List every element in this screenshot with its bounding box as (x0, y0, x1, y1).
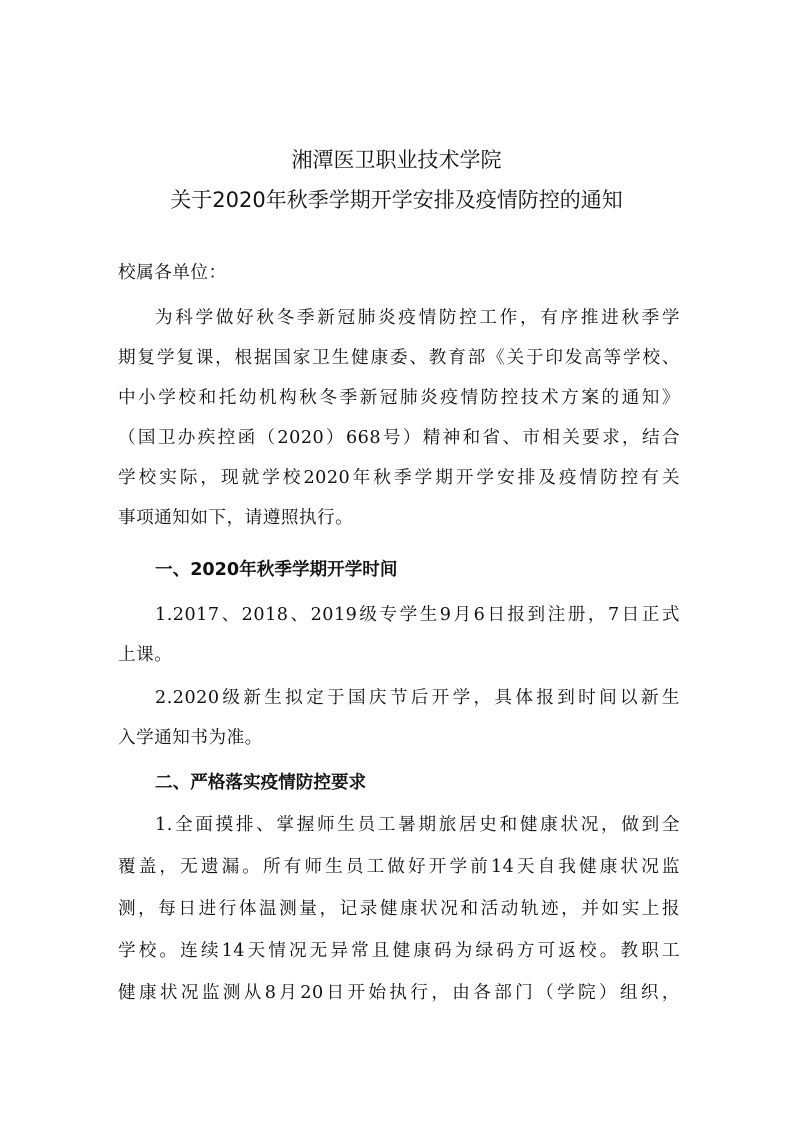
section1-item2-line: 入学通知书为准。 (118, 728, 263, 748)
intro-line: 学校实际，现就学校2020年秋季学期开学安排及疫情防控有关 (118, 468, 680, 488)
document-title-line1: 湘潭医卫职业技术学院 (291, 148, 502, 172)
intro-line: 中小学校和托幼机构秋冬季新冠肺炎疫情防控技术方案的通知》 (118, 388, 680, 408)
intro-line: 期复学复课，根据国家卫生健康委、教育部《关于印发高等学校、 (118, 348, 680, 368)
section1-item2-line: 2.2020级新生拟定于国庆节后开学，具体报到时间以新生 (155, 688, 680, 708)
section1-heading: 一、2020年秋季学期开学时间 (155, 560, 398, 580)
section2-heading: 二、严格落实疫情防控要求 (155, 773, 367, 793)
section1-item1-line: 1.2017、2018、2019级专学生9月6日报到注册，7日正式 (155, 605, 680, 625)
intro-line: 为科学做好秋冬季新冠肺炎疫情防控工作，有序推进秋季学 (155, 308, 680, 328)
document-title-line2: 关于2020年秋季学期开学安排及疫情防控的通知 (170, 188, 623, 212)
section2-item1-line: 1.全面摸排、掌握师生员工暑期旅居史和健康状况，做到全 (155, 815, 680, 835)
salutation: 校属各单位： (118, 263, 227, 283)
intro-line: 事项通知如下，请遵照执行。 (118, 508, 354, 528)
section2-item1-line: 学校。连续14天情况无异常且健康码为绿码方可返校。教职工 (118, 941, 680, 961)
section2-item1-line: 健康状况监测从8月20日开始执行，由各部门（学院）组织， (118, 983, 680, 1003)
section2-item1-line: 覆盖，无遗漏。所有师生员工做好开学前14天自我健康状况监 (118, 857, 680, 877)
intro-line: （国卫办疾控函（2020）668号）精神和省、市相关要求，结合 (118, 428, 680, 448)
section2-item1-line: 测，每日进行体温测量，记录健康状况和活动轨迹，并如实上报 (118, 899, 680, 919)
section1-item1-line: 上课。 (118, 645, 173, 665)
